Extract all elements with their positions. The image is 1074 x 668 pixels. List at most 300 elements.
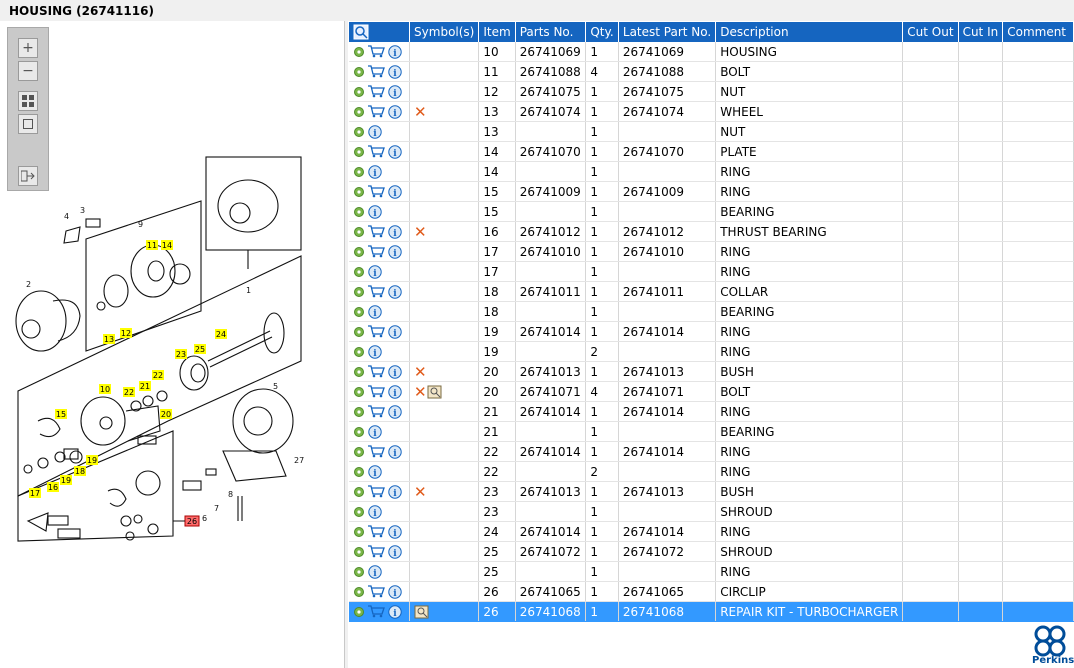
svg-text:i: i [373,508,377,519]
cell-qty: 2 [586,342,619,362]
column-header-latest-part[interactable]: Latest Part No. [618,22,715,42]
gear-icon[interactable] [353,246,365,258]
cell-latest-part: 26741069 [618,42,715,62]
table-row[interactable] [349,542,1074,562]
cell-comment [1003,62,1074,82]
cell-item: 16 [479,222,515,242]
column-header-cut-out[interactable]: Cut Out [903,22,958,42]
cell-comment [1003,222,1074,242]
cell-latest-part: 26741013 [618,482,715,502]
cell-symbols [410,182,479,202]
cell-cut-out [903,202,958,222]
cell-parts-no: 26741009 [515,182,586,202]
info-icon[interactable] [368,505,382,519]
row-action-icons [349,142,410,162]
cell-cut-in [958,142,1003,162]
row-action-icons [349,522,410,542]
actual-size-icon[interactable] [18,114,38,134]
table-row[interactable] [349,382,1074,402]
diagram-label: 3 [80,206,86,215]
callout-label[interactable]: 13 [103,335,115,344]
cell-parts-no: 26741014 [515,402,586,422]
gear-icon[interactable] [353,86,365,98]
cell-comment [1003,442,1074,462]
info-icon[interactable] [388,145,402,159]
callout-label[interactable]: 14 [161,241,173,250]
cell-symbols [410,362,479,382]
shopping-cart-icon[interactable] [368,45,385,58]
svg-text:i: i [393,608,397,619]
table-row[interactable] [349,582,1074,602]
callout-label[interactable]: 17 [29,489,41,498]
row-action-icons [349,502,410,522]
table-row[interactable] [349,122,1074,142]
cell-comment [1003,542,1074,562]
svg-text:i: i [393,248,397,259]
cell-qty: 1 [586,142,619,162]
svg-text:i: i [393,148,397,159]
cell-description: NUT [716,82,903,102]
info-icon[interactable] [368,565,382,579]
info-icon[interactable] [388,85,402,99]
table-row[interactable] [349,602,1074,622]
cell-cut-in [958,502,1003,522]
table-row[interactable] [349,162,1074,182]
table-row[interactable] [349,362,1074,382]
gear-icon[interactable] [353,206,365,218]
shopping-cart-icon[interactable] [368,365,385,378]
row-action-icons [349,202,410,222]
svg-text:i: i [393,488,397,499]
gear-icon[interactable] [353,66,365,78]
gear-icon[interactable] [353,126,365,138]
gear-icon[interactable] [353,226,365,238]
gear-icon[interactable] [353,346,365,358]
cell-cut-in [958,342,1003,362]
cell-latest-part: 26741070 [618,142,715,162]
cell-latest-part: 26741014 [618,402,715,422]
cell-cut-out [903,502,958,522]
cell-comment [1003,182,1074,202]
column-header-icons[interactable] [349,22,410,42]
gear-icon[interactable] [353,526,365,538]
callout-label[interactable]: 25 [194,345,206,354]
cell-description: THRUST BEARING [716,222,903,242]
cell-latest-part [618,562,715,582]
gear-icon[interactable] [353,546,365,558]
row-action-icons [349,362,410,382]
svg-text:i: i [393,228,397,239]
gear-icon[interactable] [353,286,365,298]
column-header-cut-in[interactable]: Cut In [958,22,1003,42]
callout-label[interactable]: 22 [152,371,164,380]
row-action-icons [349,482,410,502]
cell-qty: 1 [586,362,619,382]
callout-label[interactable]: 20 [160,410,172,419]
info-icon[interactable] [388,605,402,619]
diagram-label: 6 [202,514,208,523]
cell-cut-out [903,302,958,322]
cell-parts-no [515,122,586,142]
cell-cut-out [903,282,958,302]
info-icon[interactable] [388,585,402,599]
cell-description: BUSH [716,362,903,382]
info-icon[interactable] [388,285,402,299]
cell-comment [1003,282,1074,302]
svg-text:i: i [393,188,397,199]
table-row[interactable] [349,462,1074,482]
table-row[interactable] [349,342,1074,362]
cell-qty: 1 [586,422,619,442]
cell-latest-part: 26741014 [618,522,715,542]
info-icon[interactable] [368,425,382,439]
table-row[interactable] [349,62,1074,82]
cell-cut-out [903,142,958,162]
table-row[interactable] [349,182,1074,202]
gear-icon[interactable] [353,306,365,318]
row-action-icons [349,302,410,322]
cell-item: 25 [479,542,515,562]
column-header-comment[interactable]: Comment [1003,22,1074,42]
cell-parts-no: 26741014 [515,522,586,542]
cell-comment [1003,422,1074,442]
cell-description: SHROUD [716,542,903,562]
info-icon[interactable] [388,225,402,239]
info-icon[interactable] [388,365,402,379]
svg-text:i: i [373,428,377,439]
fit-all-icon[interactable] [18,91,38,111]
info-icon[interactable] [388,65,402,79]
cell-comment [1003,142,1074,162]
table-row[interactable] [349,302,1074,322]
info-icon[interactable] [368,305,382,319]
info-icon[interactable] [368,165,382,179]
page-title: HOUSING (26741116) [9,4,154,18]
gear-icon[interactable] [353,606,365,618]
cell-qty: 1 [586,182,619,202]
gear-icon[interactable] [353,586,365,598]
cell-cut-out [903,482,958,502]
cell-comment [1003,342,1074,362]
column-header-parts-no[interactable]: Parts No. [515,22,586,42]
cell-cut-out [903,602,958,622]
info-icon[interactable] [388,245,402,259]
cell-cut-in [958,282,1003,302]
gear-icon[interactable] [353,46,365,58]
gear-icon[interactable] [353,166,365,178]
cell-qty: 1 [586,522,619,542]
cell-cut-out [903,82,958,102]
shopping-cart-icon[interactable] [368,325,385,338]
row-action-icons [349,222,410,242]
table-row[interactable] [349,142,1074,162]
cell-comment [1003,582,1074,602]
shopping-cart-icon[interactable] [368,605,385,618]
table-row[interactable] [349,402,1074,422]
svg-text:i: i [393,328,397,339]
cell-symbols [410,522,479,542]
gear-icon[interactable] [353,366,365,378]
cell-cut-in [958,42,1003,62]
cell-cut-out [903,362,958,382]
table-row[interactable] [349,522,1074,542]
svg-text:i: i [393,408,397,419]
gear-icon[interactable] [353,566,365,578]
cell-description: RING [716,162,903,182]
cell-parts-no [515,162,586,182]
zoom-in-icon[interactable]: + [18,38,38,58]
zoom-out-icon[interactable]: − [18,61,38,81]
cell-parts-no: 26741014 [515,442,586,462]
row-action-icons [349,562,410,582]
cell-comment [1003,162,1074,182]
svg-text:i: i [393,368,397,379]
gear-icon[interactable] [353,426,365,438]
shopping-cart-icon[interactable] [368,285,385,298]
cell-cut-in [958,482,1003,502]
callout-label[interactable]: 11 [146,241,158,250]
cell-item: 19 [479,342,515,362]
callout-label[interactable]: 19 [60,476,72,485]
svg-text:i: i [373,468,377,479]
cell-cut-in [958,322,1003,342]
search-parts-icon[interactable] [353,24,369,40]
table-row[interactable] [349,282,1074,302]
gear-icon[interactable] [353,506,365,518]
cell-symbols [410,562,479,582]
cell-qty: 1 [586,82,619,102]
diagram-label: 9 [138,220,144,229]
callout-label[interactable]: 22 [123,388,135,397]
gear-icon[interactable] [353,326,365,338]
table-row[interactable] [349,42,1074,62]
cell-item: 18 [479,282,515,302]
exploded-parts-diagram[interactable] [8,151,308,551]
info-icon[interactable] [388,325,402,339]
row-action-icons [349,62,410,82]
table-row[interactable] [349,322,1074,342]
info-icon[interactable] [388,545,402,559]
callout-label[interactable]: 23 [175,350,187,359]
row-action-icons [349,42,410,62]
shopping-cart-icon[interactable] [368,105,385,118]
cell-item: 13 [479,102,515,122]
superseded-cross-icon: ✕ [414,362,427,381]
svg-text:i: i [373,348,377,359]
table-row[interactable] [349,562,1074,582]
info-icon[interactable] [368,465,382,479]
info-icon[interactable] [368,265,382,279]
cell-description: RING [716,462,903,482]
table-row[interactable] [349,202,1074,222]
gear-icon[interactable] [353,106,365,118]
parts-table [349,22,1074,622]
table-row[interactable] [349,482,1074,502]
cell-comment [1003,122,1074,142]
cell-comment [1003,202,1074,222]
cell-item: 26 [479,602,515,622]
gear-icon[interactable] [353,186,365,198]
column-header-qty[interactable]: Qty. [586,22,619,42]
cell-item: 19 [479,322,515,342]
cell-latest-part: 26741013 [618,362,715,382]
cell-description: NUT [716,122,903,142]
cell-latest-part: 26741075 [618,82,715,102]
cell-item: 20 [479,382,515,402]
row-action-icons [349,382,410,402]
cell-latest-part: 26741088 [618,62,715,82]
shopping-cart-icon[interactable] [368,185,385,198]
gear-icon[interactable] [353,386,365,398]
diagram-label: 4 [64,212,70,221]
diagram-label: 7 [214,504,220,513]
cell-qty: 1 [586,542,619,562]
row-action-icons [349,282,410,302]
cell-item: 14 [479,162,515,182]
cell-comment [1003,462,1074,482]
callout-label[interactable]: 21 [139,382,151,391]
cell-symbols [410,302,479,322]
table-row[interactable] [349,262,1074,282]
column-header-symbols[interactable]: Symbol(s) [410,22,479,42]
info-icon[interactable] [388,105,402,119]
info-icon[interactable] [388,525,402,539]
gear-icon[interactable] [353,146,365,158]
row-action-icons [349,262,410,282]
cell-cut-in [958,222,1003,242]
cell-symbols [410,222,479,242]
row-action-icons [349,402,410,422]
table-row[interactable] [349,82,1074,102]
info-icon[interactable] [388,485,402,499]
callout-label[interactable]: 15 [55,410,67,419]
cell-qty: 1 [586,582,619,602]
info-icon[interactable] [388,45,402,59]
shopping-cart-icon[interactable] [368,85,385,98]
column-header-description[interactable]: Description [716,22,903,42]
cell-comment [1003,242,1074,262]
cell-description: REPAIR KIT - TURBOCHARGER [716,602,903,622]
shopping-cart-icon[interactable] [368,65,385,78]
shopping-cart-icon[interactable] [368,525,385,538]
shopping-cart-icon[interactable] [368,445,385,458]
cell-symbols [410,382,479,402]
cell-cut-out [903,462,958,482]
gear-icon[interactable] [353,266,365,278]
cell-cut-out [903,182,958,202]
cell-description: RING [716,242,903,262]
cell-symbols [410,542,479,562]
shopping-cart-icon[interactable] [368,485,385,498]
cell-description: BOLT [716,382,903,402]
cell-description: RING [716,402,903,422]
shopping-cart-icon[interactable] [368,145,385,158]
cell-comment [1003,502,1074,522]
cell-qty: 1 [586,322,619,342]
gear-icon[interactable] [353,486,365,498]
info-icon[interactable] [368,205,382,219]
cell-qty: 4 [586,382,619,402]
callout-label[interactable]: 16 [47,483,59,492]
table-row[interactable] [349,242,1074,262]
shopping-cart-icon[interactable] [368,585,385,598]
kit-book-icon[interactable] [414,605,430,619]
cell-description: RING [716,262,903,282]
table-row[interactable] [349,442,1074,462]
cell-symbols [410,582,479,602]
cell-cut-in [958,602,1003,622]
callout-label[interactable]: 18 [74,467,86,476]
table-row[interactable] [349,222,1074,242]
shopping-cart-icon[interactable] [368,245,385,258]
cell-cut-in [958,382,1003,402]
gear-icon[interactable] [353,466,365,478]
svg-text:i: i [393,448,397,459]
diagram-panel[interactable] [0,21,345,668]
shopping-cart-icon[interactable] [368,405,385,418]
info-icon[interactable] [368,125,382,139]
cell-description: RING [716,322,903,342]
cell-cut-in [958,402,1003,422]
cell-parts-no: 26741065 [515,582,586,602]
shopping-cart-icon[interactable] [368,545,385,558]
info-icon[interactable] [368,345,382,359]
callout-label[interactable]: 10 [99,385,111,394]
cell-qty: 1 [586,602,619,622]
cell-latest-part [618,502,715,522]
cell-cut-in [958,262,1003,282]
callout-label[interactable]: 19 [86,456,98,465]
cell-symbols [410,202,479,222]
info-icon[interactable] [388,385,402,399]
cell-cut-in [958,102,1003,122]
info-icon[interactable] [388,185,402,199]
svg-text:i: i [393,48,397,59]
cell-symbols [410,462,479,482]
column-header-item[interactable]: Item [479,22,515,42]
info-icon[interactable] [388,405,402,419]
cell-symbols [410,402,479,422]
cell-qty: 1 [586,442,619,462]
svg-text:i: i [393,588,397,599]
row-action-icons [349,82,410,102]
gear-icon[interactable] [353,406,365,418]
diagram-label: 8 [228,490,234,499]
cell-parts-no: 26741014 [515,322,586,342]
kit-book-icon[interactable] [427,385,443,399]
callout-label-red[interactable]: 26 [186,517,198,526]
cell-qty: 1 [586,242,619,262]
cell-parts-no: 26741074 [515,102,586,122]
svg-text:i: i [393,288,397,299]
superseded-cross-icon: ✕ [414,222,427,241]
info-icon[interactable] [388,445,402,459]
cell-comment [1003,102,1074,122]
cell-cut-in [958,562,1003,582]
cell-item: 20 [479,362,515,382]
table-row[interactable] [349,422,1074,442]
shopping-cart-icon[interactable] [368,385,385,398]
shopping-cart-icon[interactable] [368,225,385,238]
cell-latest-part: 26741072 [618,542,715,562]
callout-label[interactable]: 12 [120,329,132,338]
callout-label[interactable]: 24 [215,330,227,339]
gear-icon[interactable] [353,446,365,458]
cell-cut-out [903,422,958,442]
table-row[interactable] [349,502,1074,522]
table-row[interactable] [349,102,1074,122]
cell-cut-in [958,442,1003,462]
